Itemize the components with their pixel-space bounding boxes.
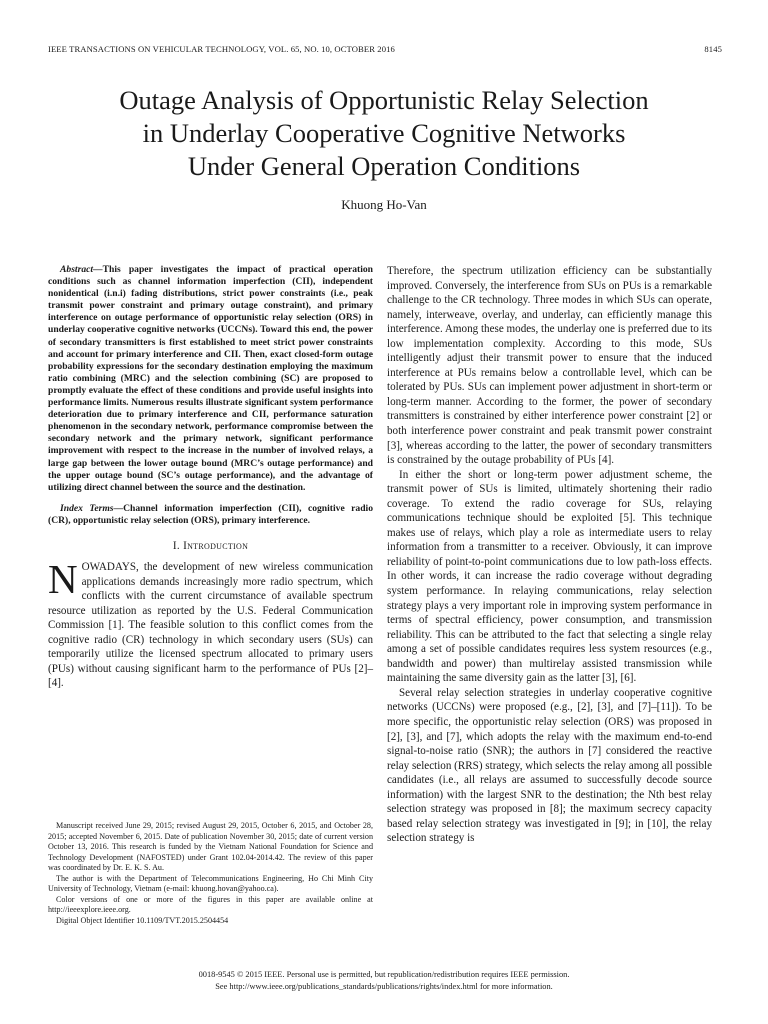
footnote-doi: Digital Object Identifier 10.1109/TVT.2015.2504454 [56,915,229,925]
paper-title [40,84,728,183]
body-paragraph: Several relay selection strategies in underlay cooperative cognitive networks (UCCNs) were proposed (e.g., [2], [3], and [7]–[11]). To be more specific, the opportunistic relay selection (ORS) was proposed in [2], [3], and [7], which adopts the relay with the maximum end-to-end signal-to-noise ratio (SNR); the authors in [7] considered the reactive relay selection (RRS) strategy, which selects the relay among all possible candidates (i.e., all relays are assumed to successfully decode source information) with the largest SNR to the destination; the Nth best relay selection strategy was proposed in [8]; the maximum secrecy capacity based relay selection strategy was investigated in [9]; in [10], the relay selection strategy is [387,686,712,845]
intro-paragraph [48,555,373,691]
intro-lead-word: OWADAYS, [81,560,139,573]
copyright-notice [0,969,768,993]
abstract-label: Abstract— [60,264,103,275]
intro-text: the development of new wireless communication applications demands increasingly more radio spectrum, which conflicts with the current circumstance of available spectrum resource utilization as reported by the U.S. Federal Communication Commission [1]. The feasible solution to this conflict comes from the cognitive radio (CR) technology in which secondary users (SUs) can temporarily utilize the licensed spectrum allocated to primary users (PUs) without causing significant harm to the performance of PUs [2]–[4]. [48,560,373,690]
footnote-color: Color versions of one or more of the figures in this paper are available online at http://ieeexplore.ieee.org. [48,894,373,915]
index-terms-label: Index Terms— [60,502,124,514]
footnote-affiliation: The author is with the Department of Telecommunications Engineering, Ho Chi Minh City University of Technology, Vietnam (e-mail: khuong.hovan@yahoo.ca). [48,873,373,894]
section-title: Introduction [183,539,249,552]
author-name: Khuong Ho-Van [341,197,427,212]
footnote-manuscript: Manuscript received June 29, 2015; revised August 29, 2015, October 6, 2015, and October 28, 2015; accepted November 6, 2015. Date of publication November 30, 2015; date of current version October 13, 2016. This research is funded by the Vietnam National Foundation for Science and Technology Development (NAFOSTED) under Grant 102.04-2014.42. The review of this paper was coordinated by Dr. E. K. S. Au. [48,821,373,873]
abstract-text: This paper investigates the impact of practical operation conditions such as channel information imperfection (CII), independent nonidentical (i.n.i) fading distributions, strict power constraints (i.e., peak transmit power constraint and primary outage constraint), and primary interference on outage performance of opportunistic relay selection (ORS) in underlay cooperative cognitive networks (UCCNs). Toward this end, the power of secondary transmitters is first established to meet strict power constraints and account for primary interference and CII. Then, exact closed-form outage probability expressions for the secondary destination employing the maximum ratio combining (MRC) and the selection combining (SC) are proposed to promptly evaluate the effect of these conditions and provide useful insights into performance limits. Numerous results illustrate significant system performance deterioration due to primary interference and CII, performance saturation phenomenon in the secondary network, performance compromise between the secondary network and the primary network, significant performance improvement with respect to the increase in the number of involved relays, a large gap between the lower outage bound (MRC’s outage performance) and the upper outage bound (SC’s outage performance), and the advantage of utilizing direct channel between the source and the destination. [48,264,373,493]
body-paragraph: In either the short or long-term power adjustment scheme, the transmit power of SUs is limited, ultimately shortening their radio coverage. To extend the radio coverage for SUs, relaying communications technique should be exploited [5]. This technique makes use of relays, which play a role as intermediate users to relay information from a transmitter to a receiver. Obviously, it can improve reliability of point-to-point communications due to low path-loss effects. In other words, it can increase the radio coverage without degrading system performance. In relaying communications, relay selection strategy plays a very important role in improving system performance in terms of spectral efficiency, power consumption, and transmission reliability. This can be attributed to the fact that selecting a single relay among a set of possible candidates requires less system resources (e.g., bandwidth and power) than multirelay assisted transmission while maintaining the same diversity gain as the latter [3], [6]. [387,468,712,685]
title-line: Under General Operation Conditions [187,151,581,181]
drop-cap: N [48,555,78,602]
journal-name: IEEE TRANSACTIONS ON VEHICULAR TECHNOLOGY, VOL. 65, NO. 10, OCTOBER 2016 [48,44,395,54]
index-terms-text: Channel information imperfection (CII), cognitive radio (CR), opportunistic relay selection (ORS), primary interference. [48,502,373,526]
footnote-block [48,821,373,926]
page-number: 8145 [704,44,722,54]
copyright-line: See http://www.ieee.org/publications_standards/publications/rights/index.html for more information. [215,982,553,991]
running-header [48,44,722,54]
section-number: I. [172,539,180,552]
title-line: Outage Analysis of Opportunistic Relay Selection [119,85,649,115]
abstract [48,264,373,494]
right-column [387,264,712,846]
body-paragraph: Therefore, the spectrum utilization efficiency can be substantially improved. Conversely, the interference from SUs on PUs is a remarkable challenge to the CR technology. Three modes in which SUs can operate, namely, interweave, overlay, and underlay, can efficiently manage this interference. Among these modes, the underlay one is preferred due to its low implementation complexity. According to this mode, SUs intelligently adjust their transmit power to ensure that the induced interference at PUs remains below a controllable level, which can be tolerated by PUs. SUs can implement power adjustment in short-term or long-term manner. According to the former, the power of secondary transmitters is constrained by either interference power constraint [2] or both interference power constraint and peak transmit power constraint [3], whereas according to the latter, the power of secondary transmitters is constrained by the outage probability of PUs [4]. [387,265,712,467]
index-terms [48,503,373,527]
copyright-line: 0018-9545 © 2015 IEEE. Personal use is permitted, but republication/redistribution requires IEEE permission. [198,970,570,979]
section-heading [48,540,373,552]
title-line: in Underlay Cooperative Cognitive Networks [142,118,626,148]
left-column [48,264,373,691]
